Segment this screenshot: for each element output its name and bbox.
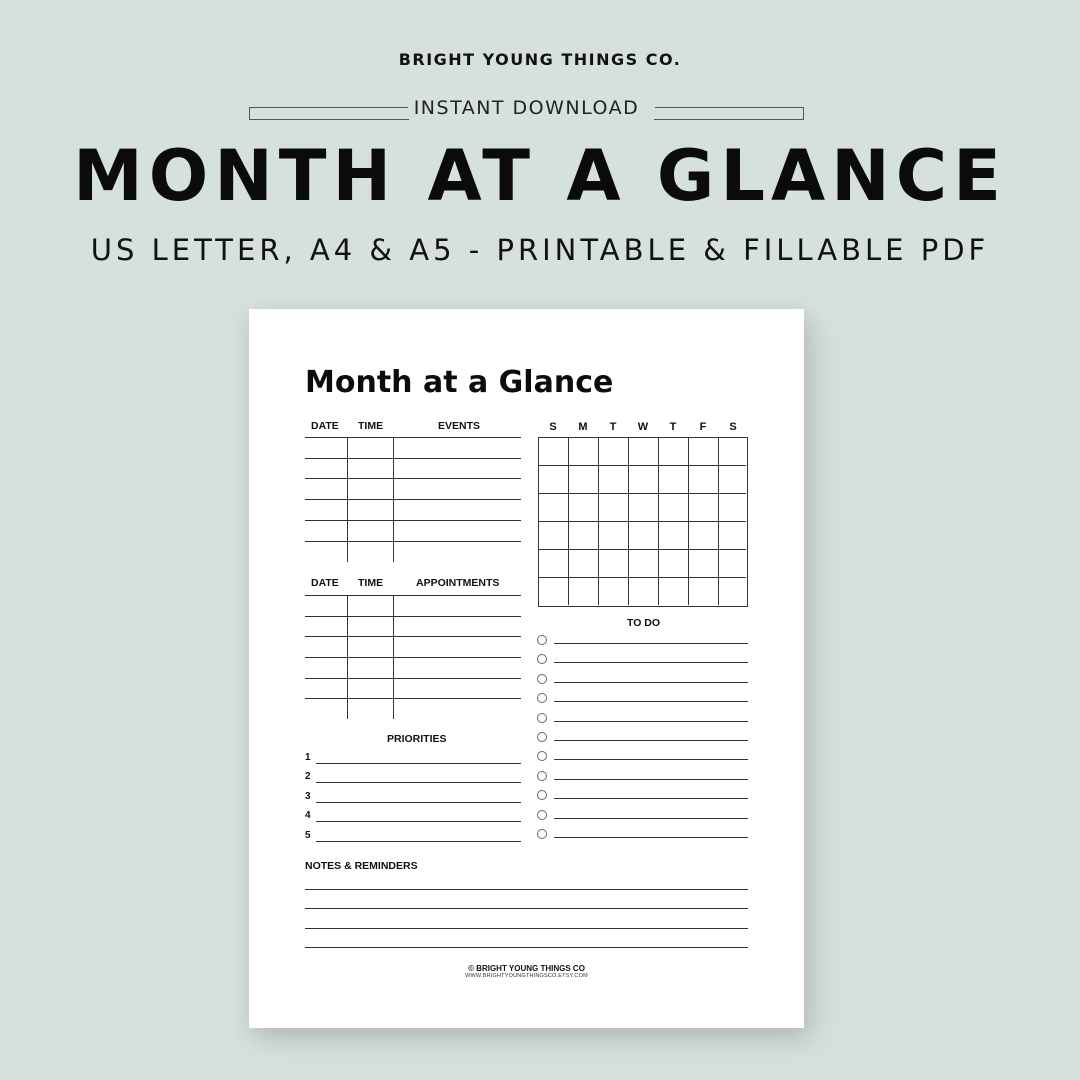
- day-header-sun: S: [549, 421, 557, 433]
- day-header-fri: F: [699, 421, 707, 433]
- day-header-mon: M: [578, 421, 588, 433]
- appointments-header-date: DATE: [311, 577, 339, 589]
- todo-item[interactable]: [537, 749, 749, 769]
- todo-item[interactable]: [537, 808, 749, 828]
- todo-line: [554, 701, 748, 702]
- events-header-date: DATE: [311, 420, 339, 432]
- priority-number: 3: [305, 791, 311, 802]
- todo-item[interactable]: [537, 788, 749, 808]
- todo-item[interactable]: [537, 652, 749, 672]
- checkbox-circle-icon[interactable]: [537, 674, 547, 684]
- day-header-sat: S: [729, 421, 737, 433]
- checkbox-circle-icon[interactable]: [537, 732, 547, 742]
- todo-item[interactable]: [537, 730, 749, 750]
- priority-row: [305, 810, 521, 830]
- checkbox-circle-icon[interactable]: [537, 829, 547, 839]
- instant-download-banner: [249, 97, 804, 121]
- todo-item[interactable]: [537, 672, 749, 692]
- events-header-time: TIME: [358, 420, 384, 432]
- todo-item[interactable]: [537, 633, 749, 653]
- priority-row: [305, 771, 521, 791]
- notes-line: [305, 889, 748, 890]
- priority-number: 1: [305, 752, 311, 763]
- sheet-footer-brand: © BRIGHT YOUNG THINGS CO: [468, 964, 585, 973]
- checkbox-circle-icon[interactable]: [537, 654, 547, 664]
- sheet-footer-url: WWW.BRIGHTYOUNGTHINGSCO.ETSY.COM: [465, 973, 588, 979]
- events-table: [305, 437, 521, 562]
- events-header-events: EVENTS: [438, 420, 481, 432]
- sheet-title: Month at a Glance: [305, 365, 614, 400]
- checkbox-circle-icon[interactable]: [537, 790, 547, 800]
- todo-line: [554, 837, 748, 838]
- todo-item[interactable]: [537, 711, 749, 731]
- todo-line: [554, 662, 748, 663]
- day-header-wed: W: [637, 421, 649, 433]
- product-title: MONTH AT A GLANCE: [73, 135, 1007, 217]
- priorities-heading: PRIORITIES: [387, 733, 447, 745]
- appointments-header-appointments: APPOINTMENTS: [416, 577, 500, 589]
- notes-line: [305, 908, 748, 909]
- priority-number: 2: [305, 771, 311, 782]
- day-header-tue: T: [609, 421, 617, 433]
- notes-line: [305, 928, 748, 929]
- priority-number: 4: [305, 810, 311, 821]
- checkbox-circle-icon[interactable]: [537, 751, 547, 761]
- monthly-calendar-grid: [538, 437, 747, 606]
- todo-line: [554, 682, 748, 683]
- todo-line: [554, 721, 748, 722]
- priority-number: 5: [305, 830, 311, 841]
- priority-row: [305, 791, 521, 811]
- notes-line: [305, 947, 748, 948]
- checkbox-circle-icon[interactable]: [537, 635, 547, 645]
- todo-line: [554, 759, 748, 760]
- todo-item[interactable]: [537, 827, 749, 847]
- appointments-header-time: TIME: [358, 577, 384, 589]
- todo-line: [554, 779, 748, 780]
- notes-heading: NOTES & REMINDERS: [305, 860, 418, 872]
- todo-heading: TO DO: [627, 617, 661, 629]
- priority-row: [305, 830, 521, 850]
- todo-line: [554, 818, 748, 819]
- appointments-table: [305, 595, 521, 719]
- brand-name: BRIGHT YOUNG THINGS CO.: [398, 50, 682, 69]
- priority-row: [305, 752, 521, 772]
- checkbox-circle-icon[interactable]: [537, 693, 547, 703]
- todo-line: [554, 643, 748, 644]
- todo-item[interactable]: [537, 691, 749, 711]
- instant-download-label: INSTANT DOWNLOAD: [413, 97, 640, 119]
- checkbox-circle-icon[interactable]: [537, 771, 547, 781]
- todo-line: [554, 740, 748, 741]
- day-header-thu: T: [669, 421, 677, 433]
- checkbox-circle-icon[interactable]: [537, 810, 547, 820]
- todo-item[interactable]: [537, 769, 749, 789]
- product-subtitle: US LETTER, A4 & A5 - PRINTABLE & FILLABLE PDF: [90, 233, 990, 267]
- todo-line: [554, 798, 748, 799]
- checkbox-circle-icon[interactable]: [537, 713, 547, 723]
- planner-sheet: [249, 309, 804, 1028]
